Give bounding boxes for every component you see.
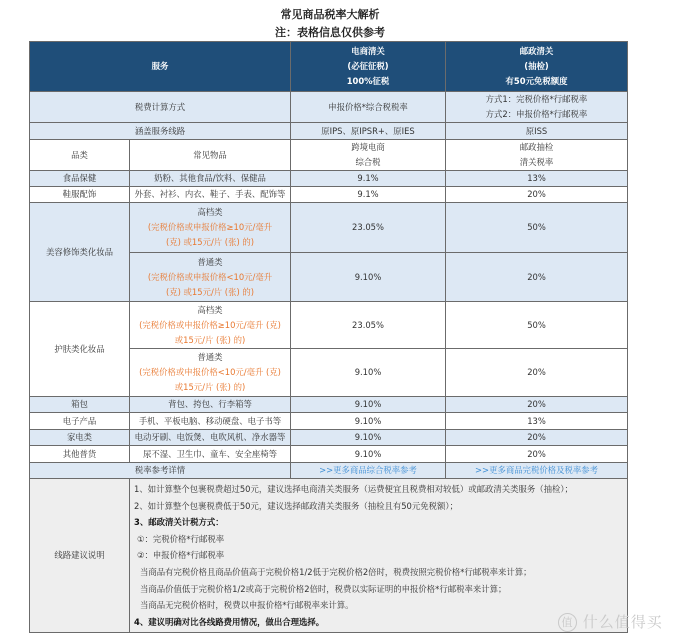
row-ecom-rate: 23.05% xyxy=(291,302,446,349)
row-category: 食品保健 xyxy=(30,171,130,187)
tier-desc: (完税价格或申报价格≥10元/毫升 (克) xyxy=(139,319,281,330)
column-header-row xyxy=(30,140,628,171)
skincare-category: 护肤类化妆品 xyxy=(30,302,130,397)
tier-desc: (完税价格或申报价格<10元/毫升 xyxy=(147,271,273,282)
tax-ref-row xyxy=(30,463,628,479)
beauty-high-row xyxy=(30,203,628,253)
row-postal-rate: 50% xyxy=(446,203,628,253)
table-row xyxy=(30,397,628,413)
row-postal-rate: 20% xyxy=(446,349,628,397)
page-subtitle: 注：表格信息仅供参考 xyxy=(275,26,385,39)
row-ecom-rate: 9.1% xyxy=(291,171,446,187)
tax-calc-method: 方式2：申报价格*行邮税率 xyxy=(485,109,588,119)
header-postal-line: 邮政清关 xyxy=(519,46,554,56)
advice-line: 1、如计算整个包裹税费超过50元，建议选择电商清关类服务（运费便宜且税费相对较低）或邮政清关类服务（抽检）； xyxy=(134,484,573,494)
page-title: 常见商品税率大解析 xyxy=(280,8,380,21)
row-postal-rate: 13% xyxy=(446,171,628,187)
skincare-high-row xyxy=(30,302,628,349)
header-postal-line: (抽检) xyxy=(524,61,549,71)
advice-row xyxy=(30,479,628,633)
ecom-rate-link[interactable]: >>更多商品综合税率参考 xyxy=(291,463,446,479)
advice-line: 当商品价值低于完税价格1/2或高于完税价格2倍时，税费以实际证明的申报价格*行邮税率来计算； xyxy=(140,583,507,594)
row-postal-rate: 13% xyxy=(446,413,628,430)
row-ecom-rate: 9.10% xyxy=(291,430,446,446)
tax-calc-label: 税费计算方式 xyxy=(30,92,291,123)
advice-line: ②：申报价格*行邮税率 xyxy=(137,550,225,561)
tier-name: 普通类 xyxy=(197,256,223,267)
row-category: 箱包 xyxy=(30,397,130,413)
row-category: 电子产品 xyxy=(30,413,130,430)
table-row xyxy=(30,413,628,430)
header-ecom-line: 电商清关 xyxy=(351,46,385,56)
watermark xyxy=(558,611,663,632)
col-postal-line: 邮政抽检 xyxy=(519,142,554,152)
advice-heading: 4、建议明确对比各线路费用情况，做出合理选择。 xyxy=(134,616,325,627)
advice-line: ①：完税价格*行邮税率 xyxy=(137,533,225,544)
row-postal-rate: 20% xyxy=(446,397,628,413)
coverage-postal: 原ISS xyxy=(446,123,628,140)
advice-line: 当商品有完税价格且商品价值高于完税价格1/2低于完税价格2倍时，税费按照完税价格*行邮税率来计算； xyxy=(140,566,532,577)
watermark-text: 什么值得买 xyxy=(582,613,663,631)
row-items: 外套、衬衫、内衣、鞋子、手表、配饰等 xyxy=(130,187,291,203)
tier-desc: 或15元/片 (张) 的) xyxy=(174,334,246,345)
tier-desc: (克) 或15元/片 (张) 的) xyxy=(165,237,255,247)
coverage-row xyxy=(30,123,628,140)
row-items: 尿不湿、卫生巾、童车、安全座椅等 xyxy=(130,446,291,463)
table-row xyxy=(30,187,628,203)
beauty-normal-desc xyxy=(130,253,291,302)
table-row xyxy=(30,171,628,187)
row-postal-rate: 20% xyxy=(446,446,628,463)
tier-desc: (完税价格或申报价格≥10元/毫升 xyxy=(147,222,273,232)
col-ecom-line: 综合税 xyxy=(355,157,381,167)
header-row xyxy=(30,42,628,92)
col-items: 常见物品 xyxy=(130,140,291,171)
advice-content xyxy=(130,479,628,633)
tax-calc-method: 方式1：完税价格*行邮税率 xyxy=(485,94,588,104)
row-postal-rate: 20% xyxy=(446,187,628,203)
row-ecom-rate: 9.10% xyxy=(291,397,446,413)
col-postal-line: 清关税率 xyxy=(519,157,554,167)
row-ecom-rate: 9.10% xyxy=(291,253,446,302)
row-category: 其他普货 xyxy=(30,446,130,463)
postal-rate-link[interactable]: >>更多商品完税价格及税率参考 xyxy=(446,463,628,479)
tax-calc-row xyxy=(30,92,628,123)
col-postal xyxy=(446,140,628,171)
table-row xyxy=(30,430,628,446)
col-category: 品类 xyxy=(30,140,130,171)
row-category: 鞋服配饰 xyxy=(30,187,130,203)
row-ecom-rate: 9.10% xyxy=(291,349,446,397)
skincare-normal-desc xyxy=(130,349,291,397)
tax-rate-table xyxy=(29,41,628,633)
coverage-label: 涵盖服务线路 xyxy=(30,123,291,140)
tier-desc: (完税价格或申报价格<10元/毫升 (克) xyxy=(139,367,281,377)
advice-heading: 3、邮政清关计税方式： xyxy=(134,517,224,528)
header-postal-line: 有50元免税额度 xyxy=(505,76,568,86)
row-ecom-rate: 23.05% xyxy=(291,203,446,253)
row-items: 电动牙刷、电饭煲、电吹风机、净水器等 xyxy=(130,430,291,446)
row-ecom-rate: 9.10% xyxy=(291,413,446,430)
row-postal-rate: 20% xyxy=(446,253,628,302)
header-postal xyxy=(446,42,628,92)
watermark-logo-icon: 值 xyxy=(558,613,577,632)
beauty-high-desc xyxy=(130,203,291,253)
row-items: 奶粉、其他食品/饮料、保健品 xyxy=(130,171,291,187)
advice-label: 线路建议说明 xyxy=(30,479,130,633)
table-row xyxy=(30,446,628,463)
tax-ref-label: 税率参考详情 xyxy=(30,463,291,479)
tier-name: 高档类 xyxy=(197,304,223,315)
header-service: 服务 xyxy=(30,42,291,92)
skincare-high-desc xyxy=(130,302,291,349)
tax-calc-ecom: 申报价格*综合税税率 xyxy=(291,92,446,123)
row-postal-rate: 20% xyxy=(446,430,628,446)
row-items: 手机、平板电脑、移动硬盘、电子书等 xyxy=(130,413,291,430)
advice-line: 当商品无完税价格时，税费以申报价格*行邮税率来计算。 xyxy=(140,600,354,611)
tier-desc: 或15元/片 (张) 的) xyxy=(174,382,246,392)
coverage-ecom: 原IPS、原IPSR+、原IES xyxy=(291,123,446,140)
header-ecom xyxy=(291,42,446,92)
beauty-category: 美容修饰类化妆品 xyxy=(30,203,130,302)
tax-calc-postal xyxy=(446,92,628,123)
header-ecom-line: (必征征税) xyxy=(347,61,389,71)
row-ecom-rate: 9.1% xyxy=(291,187,446,203)
row-ecom-rate: 9.10% xyxy=(291,446,446,463)
col-ecom xyxy=(291,140,446,171)
tier-name: 高档类 xyxy=(197,207,223,217)
tier-name: 普通类 xyxy=(197,352,223,362)
row-postal-rate: 50% xyxy=(446,302,628,349)
tier-desc: (克) 或15元/片 (张) 的) xyxy=(165,286,255,297)
header-ecom-line: 100%征税 xyxy=(346,76,390,86)
row-items: 背包、挎包、行李箱等 xyxy=(130,397,291,413)
col-ecom-line: 跨境电商 xyxy=(351,142,385,152)
row-category: 家电类 xyxy=(30,430,130,446)
advice-line: 2、如计算整个包裹税费低于50元，建议选择邮政清关类服务（抽检且有50元免税额）； xyxy=(134,500,458,511)
